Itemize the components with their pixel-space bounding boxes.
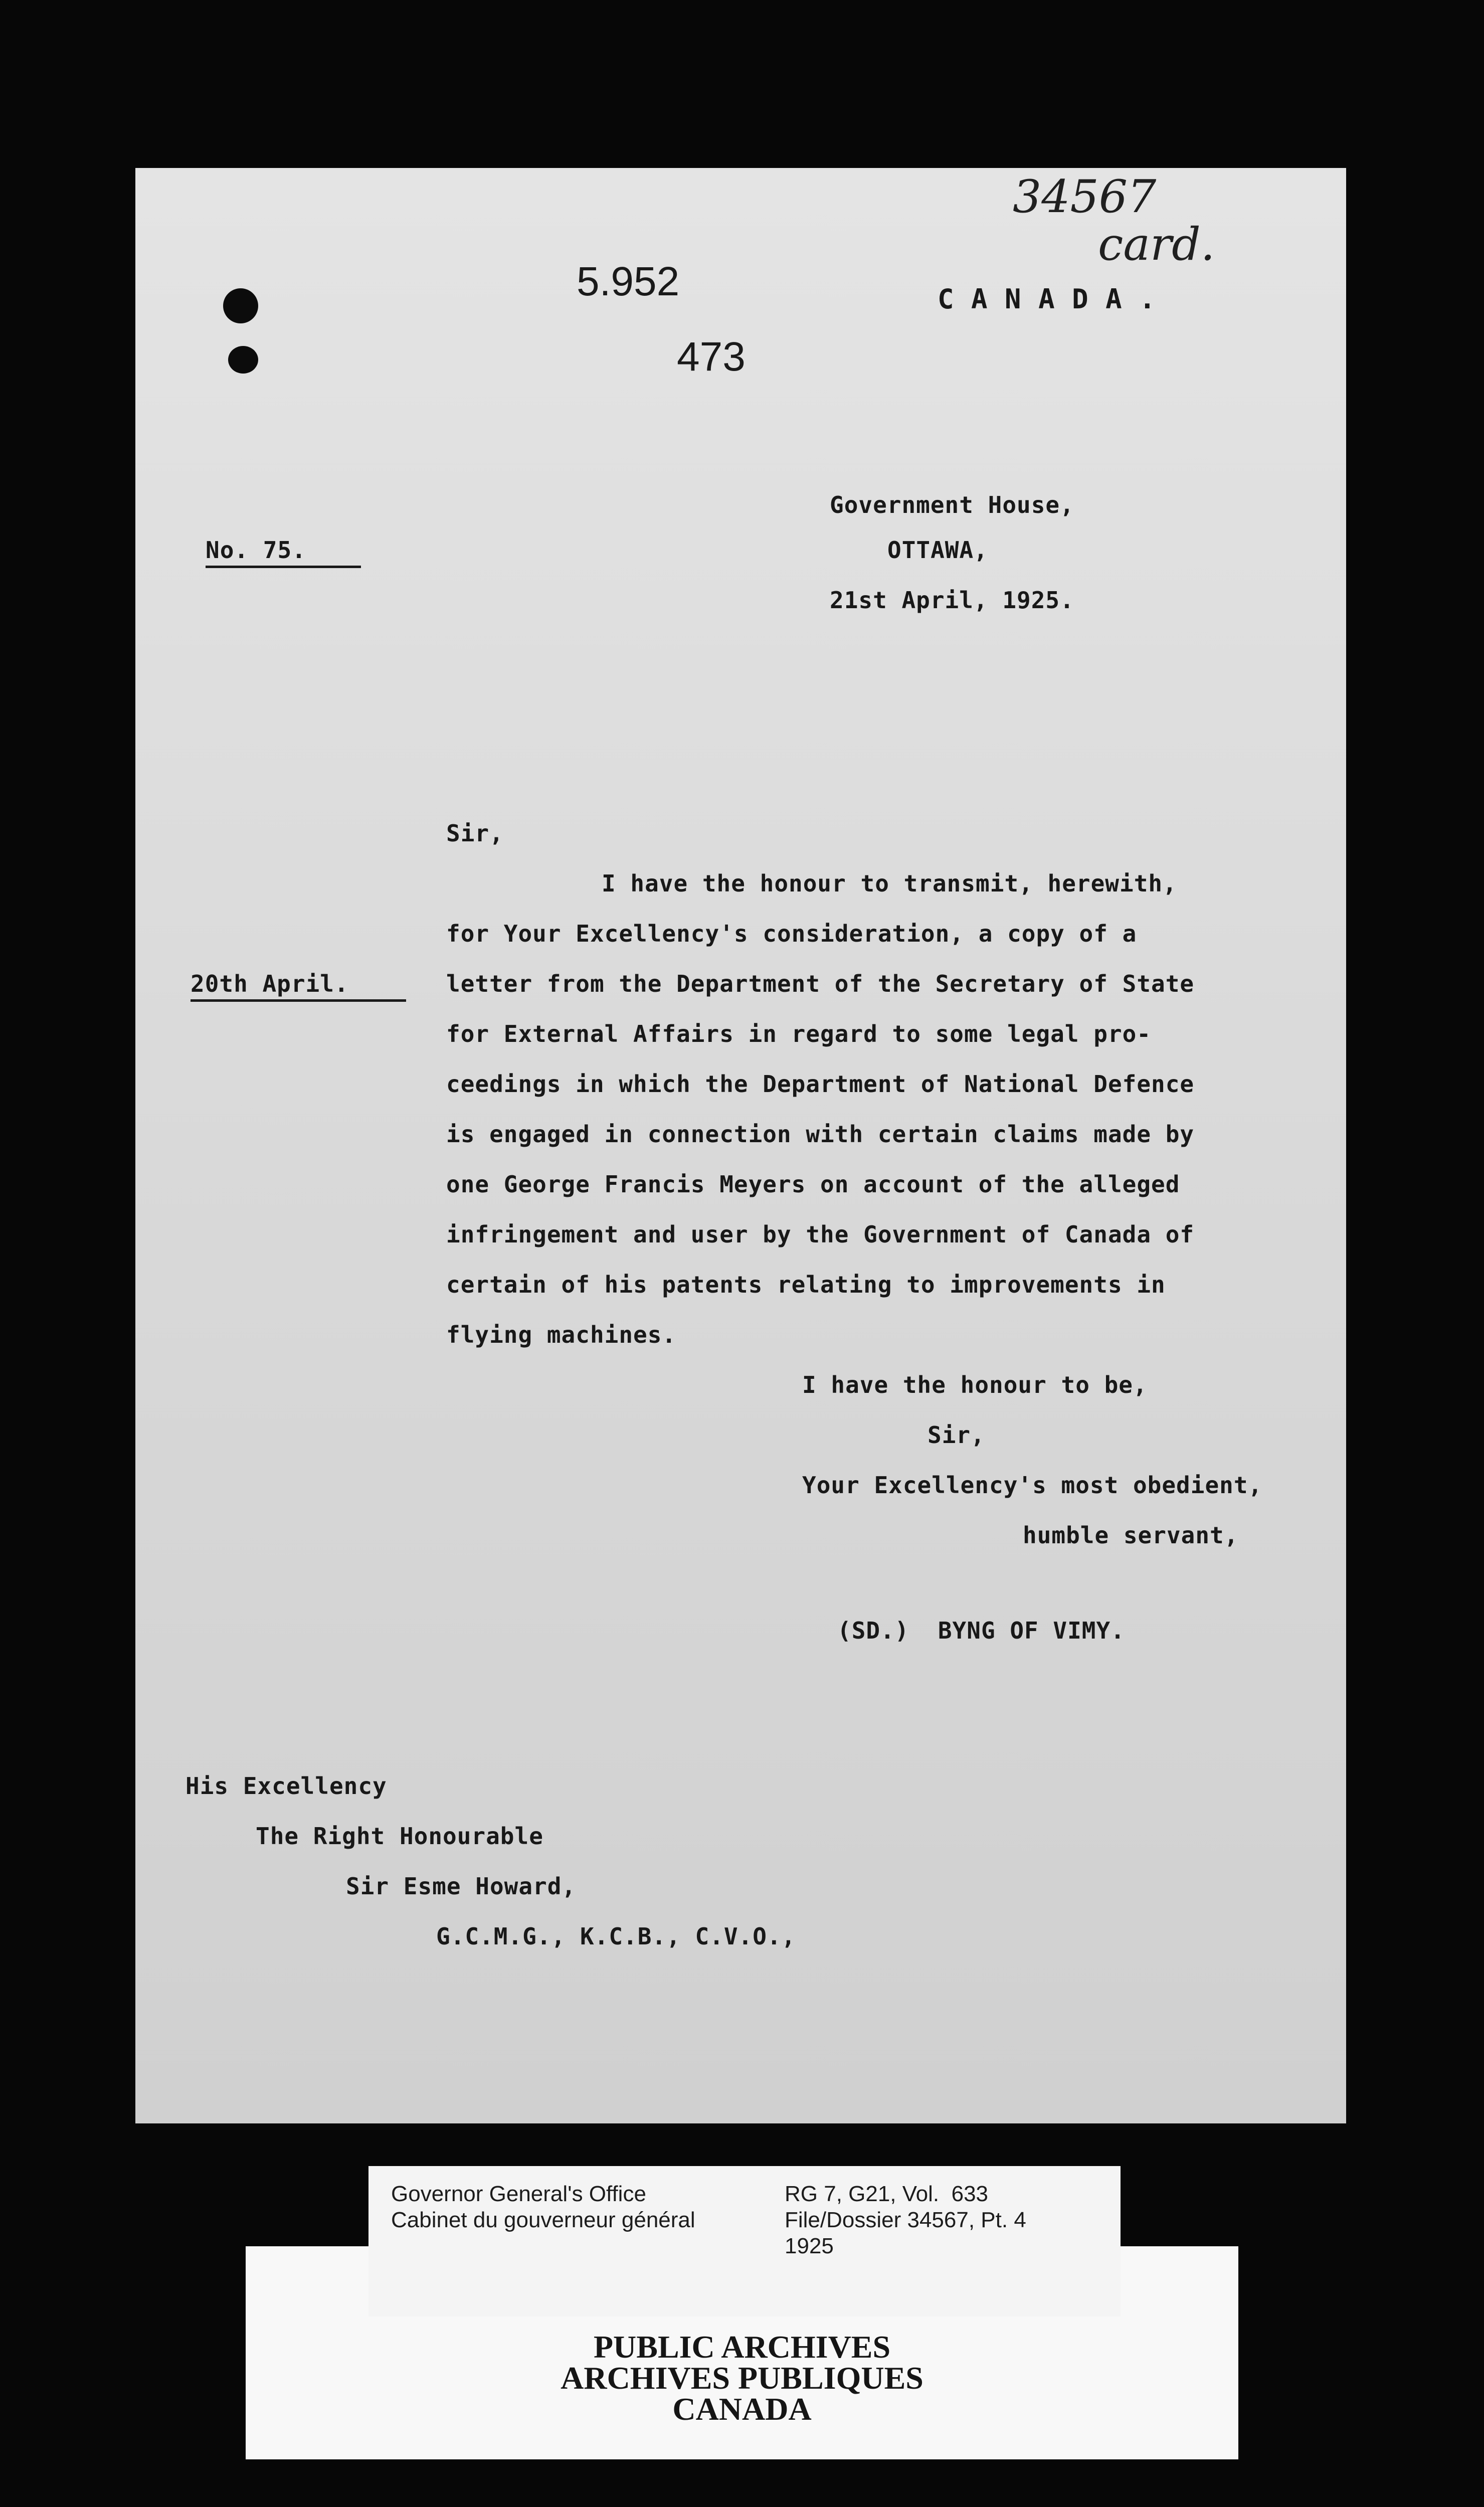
document-page: [135, 168, 1346, 2123]
body-line: for Your Excellency's consideration, a copy of a: [446, 920, 1137, 947]
address-line: Government House,: [830, 491, 1074, 518]
addressee-line: The Right Honourable: [256, 1823, 543, 1850]
body-line: for External Affairs in regard to some legal pro-: [446, 1020, 1152, 1047]
closing-line: Your Excellency's most obedient,: [802, 1472, 1263, 1499]
closing-line: I have the honour to be,: [802, 1371, 1148, 1398]
salutation: Sir,: [446, 820, 504, 847]
archive-label-card: [368, 2166, 1121, 2316]
stamp-number-secondary: 473: [677, 334, 746, 380]
addressee-line: His Excellency: [186, 1772, 387, 1800]
body-line: I have the honour to transmit, herewith,: [602, 870, 1177, 897]
punch-hole: [223, 288, 258, 323]
body-line: letter from the Department of the Secretary of State: [446, 970, 1195, 997]
archive-stamp-line: CANADA: [672, 2391, 812, 2427]
stamp-number: 5.952: [577, 259, 680, 304]
punch-hole: [228, 346, 258, 374]
archive-stamp-line: PUBLIC ARCHIVES: [593, 2329, 891, 2365]
archive-office-fr: Cabinet du gouverneur général: [391, 2208, 695, 2232]
body-line: one George Francis Meyers on account of the alleged: [446, 1171, 1180, 1198]
closing-line: humble servant,: [1023, 1522, 1239, 1549]
body-line: infringement and user by the Government of Canada of: [446, 1221, 1195, 1248]
addressee-line: Sir Esme Howard,: [346, 1873, 577, 1900]
handwritten-file-number: 34567: [1013, 170, 1157, 223]
country-heading: C A N A D A .: [938, 283, 1156, 315]
closing-line: Sir,: [928, 1421, 985, 1449]
margin-date: 20th April.: [191, 970, 406, 1002]
body-line: is engaged in connection with certain claims made by: [446, 1121, 1195, 1148]
archive-file: File/Dossier 34567, Pt. 4: [785, 2208, 1026, 2232]
archive-office-en: Governor General's Office: [391, 2182, 646, 2206]
signature: (SD.) BYNG OF VIMY.: [837, 1617, 1125, 1644]
letter-number: No. 75.: [206, 536, 361, 568]
address-date: 21st April, 1925.: [830, 587, 1074, 614]
addressee-line: G.C.M.G., K.C.B., C.V.O.,: [436, 1923, 796, 1950]
address-line: OTTAWA,: [887, 536, 988, 564]
body-line: certain of his patents relating to improvements in: [446, 1271, 1166, 1298]
archive-stamp: [246, 2329, 1238, 2427]
handwritten-card-note: card.: [1098, 218, 1215, 271]
body-line: ceedings in which the Department of National Defence: [446, 1070, 1195, 1098]
archive-reference: RG 7, G21, Vol. 633: [785, 2182, 989, 2206]
archive-year: 1925: [785, 2234, 834, 2258]
body-line: flying machines.: [446, 1321, 677, 1348]
archive-stamp-line: ARCHIVES PUBLIQUES: [561, 2360, 923, 2396]
